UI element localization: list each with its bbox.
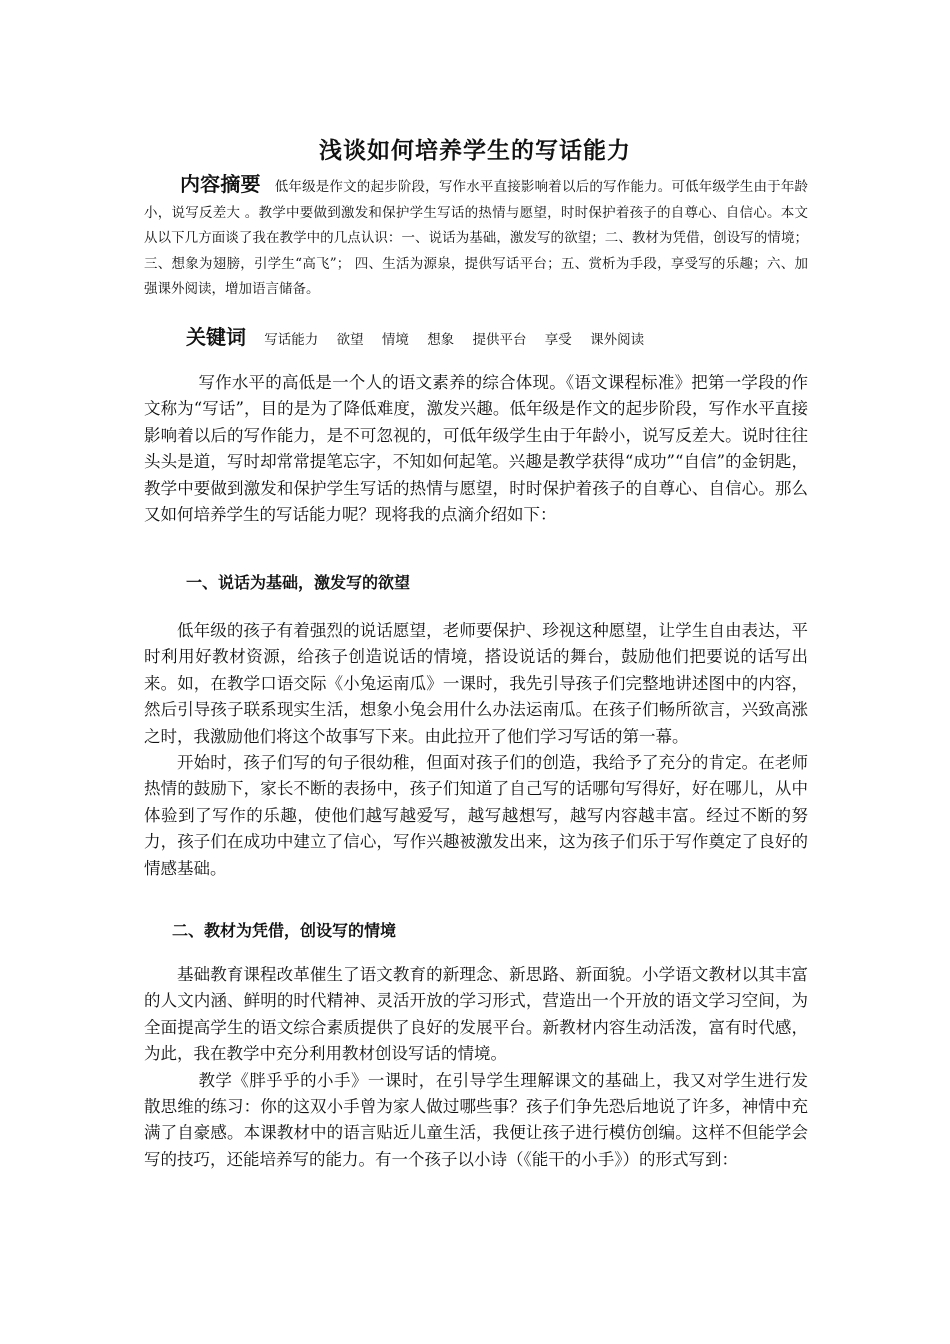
- abstract: [144, 172, 808, 303]
- section2-body: [144, 962, 808, 1173]
- intro-section: [144, 370, 808, 528]
- section2-heading: 二、教材为凭借，创设写的情境: [172, 921, 397, 940]
- keyword: 课外阅读: [590, 332, 645, 348]
- section1-heading: 一、说话为基础，激发写的欲望: [186, 573, 411, 592]
- abstract-text: 低年级是作文的起步阶段，写作水平直接影响着以后的写作能力。可低年级学生由于年龄小，说写反差大 。教学中要做到激发和保护学生写话的热情与愿望，时时保护着孩子的自尊心、自信心。本文从以下几方面谈了我在教学中的几点认识：一、说话为基础，激发写的欲望；二、教材为凭借，创设写的情境；三、想象为翅膀，引学生“高飞”； 四、生活为源泉，提供写话平台；五、赏析为手段，享受写的乐趣；六、加强课外阅读，增加语言储备。: [144, 179, 809, 297]
- keyword: 享受: [544, 332, 572, 348]
- document-title: 浅谈如何培养学生的写话能力: [319, 138, 631, 164]
- body-paragraph: 开始时，孩子们写的句子很幼稚，但面对孩子们的创造，我给予了充分的肯定。在老师热情的鼓励下，家长不断的表扬中，孩子们知道了自己写的话哪句写得好，好在哪儿，从中体验到了写作的乐趣，使他们越写越爱写，越写越想写，越写内容越丰富。经过不断的努力，孩子们在成功中建立了信心，写作兴趣被激发出来，这为孩子们乐于写作奠定了良好的情感基础。: [144, 753, 808, 878]
- section1-body: [144, 618, 808, 882]
- keywords-label: 关键词: [186, 325, 246, 349]
- body-paragraph: 低年级的孩子有着强烈的说话愿望，老师要保护、珍视这种愿望，让学生自由表达，平时利用好教材资源，给孩子创造说话的情境，搭设说话的舞台，鼓励他们把要说的话写出来。如，在教学口语交际《小兔运南瓜》一课时，我先引导孩子们完整地讲述图中的内容，然后引导孩子联系现实生活，想象小兔会用什么办法运南瓜。在孩子们畅所欲言，兴致高涨之时，我激励他们将这个故事写下来。由此拉开了他们学习写话的第一幕。: [144, 621, 808, 746]
- keyword: 写话能力: [264, 332, 319, 348]
- keywords: [186, 323, 806, 354]
- body-paragraph: 教学《胖乎乎的小手》一课时，在引导学生理解课文的基础上，我又对学生进行发散思维的练习：你的这双小手曾为家人做过哪些事？孩子们争先恐后地说了许多，神情中充满了自豪感。本课教材中的语言贴近儿童生活，我便让孩子进行模仿创编。这样不但能学会写的技巧，还能培养写的能力。有一个孩子以小诗（《能干的小手》）的形式写到：: [144, 1070, 808, 1169]
- keyword: 情境: [381, 332, 409, 348]
- body-paragraph: 基础教育课程改革催生了语文教育的新理念、新思路、新面貌。小学语文教材以其丰富的人文内涵、鲜明的时代精神、灵活开放的学习形式，营造出一个开放的语文学习空间，为全面提高学生的语文综合素质提供了良好的发展平台。新教材内容生动活泼，富有时代感，为此，我在教学中充分利用教材创设写话的情境。: [144, 965, 808, 1064]
- keyword: 欲望: [336, 332, 364, 348]
- abstract-label: 内容摘要: [180, 172, 261, 196]
- intro-paragraph: 写作水平的高低是一个人的语文素养的综合体现。《语文课程标准》把第一学段的作文称为“写话”，目的是为了降低难度，激发兴趣。低年级是作文的起步阶段，写作水平直接影响着以后的写作能力，是不可忽视的，可低年级学生由于年龄小，说写反差大。说时往往头头是道，写时却常常提笔忘字，不知如何起笔。兴趣是教学获得“成功”“自信”的金钥匙，教学中要做到激发和保护学生写话的热情与愿望，时时保护着孩子的自尊心、自信心。那么又如何培养学生的写话能力呢？现将我的点滴介绍如下：: [144, 373, 808, 525]
- keyword: 提供平台: [472, 332, 527, 348]
- keyword: 想象: [427, 332, 455, 348]
